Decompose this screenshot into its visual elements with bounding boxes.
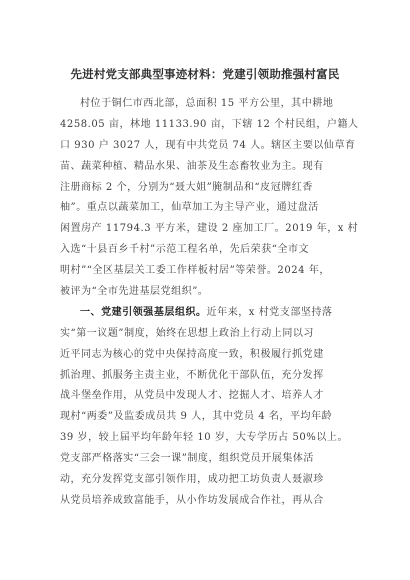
paragraph-1-line: 口 930 户 3027 人，现有中共党员 74 人。辖区主要以仙草育	[60, 139, 356, 151]
paragraph-3-line: 从党员培养成致富能手，从小作坊发展成合作社，再从合	[60, 494, 324, 506]
section-1-line: 现村“两委”及监委成员共 9 人，其中党员 4 名，平均年龄	[60, 411, 333, 423]
paragraph-1-line: 被评为“全市先进基层党组织”。	[60, 286, 209, 298]
paragraph-1-line: 柚”。重点以蔬菜加工，仙草加工为主导产业，通过盘活	[60, 202, 319, 214]
section-1-line: 近平同志为核心的党中央保持高度一致，积极履行抓党建	[60, 348, 324, 360]
section-1-line: 实“第一议题”制度，始终在思想上政治上行动上同以习	[60, 327, 314, 339]
paragraph-1-line: 入选“十县百乡千村”示范工程名单，先后荣获“全市文	[60, 244, 310, 256]
paragraph-1-line: 注册商标 2 个，分别为“聂大姐”腌制品和“皮冠牌红香	[60, 181, 313, 193]
paragraph-3-line: 党支部严格落实“三会一课”制度，组织党员开展集体活	[60, 453, 314, 465]
document-body	[60, 94, 360, 512]
paragraph-1-line: 4258.05 亩，林地 11133.90 亩，下辖 12 个村民组，户籍人	[60, 118, 359, 130]
section-1-line: 39 岁，较上届平均年龄年轻 10 岁，大专学历占 50%以上。	[60, 432, 348, 444]
section-1-line: 战斗堡垒作用，从党员中发现人才、挖掘人才、培养人才	[60, 390, 324, 402]
paragraph-1-line: 明村”“全区基层关工委工作样板村居”等荣誉。2024 年，	[60, 265, 330, 277]
paragraph-1-line: 村位于铜仁市西北部，总面积 15 平方公里，其中耕地	[80, 98, 334, 109]
section-1-line: 抓治理、抓服务主责主业，不断优化干部队伍，充分发挥	[60, 369, 324, 381]
paragraph-1-line: 闲置房产 11794.3 平方米，建设 2 座加工厂。2019 年，x 村	[60, 223, 359, 235]
section-1-first-line	[60, 303, 360, 324]
section-1-heading: 一、党建引领强基层组织。	[80, 306, 207, 318]
paragraph-3-line: 动，充分发挥党支部引领作用，成功把工坊负责人聂淑珍	[60, 474, 324, 486]
section-1-first-line-text: 近年来，x 村党支部坚持落	[206, 306, 333, 318]
document-title: 先进村党支部典型事迹材料：党建引领助推强村富民	[70, 67, 340, 81]
paragraph-1-line: 苗、蔬菜种植、精品水果、油茶及生态畜牧业为主。现有	[60, 160, 324, 172]
